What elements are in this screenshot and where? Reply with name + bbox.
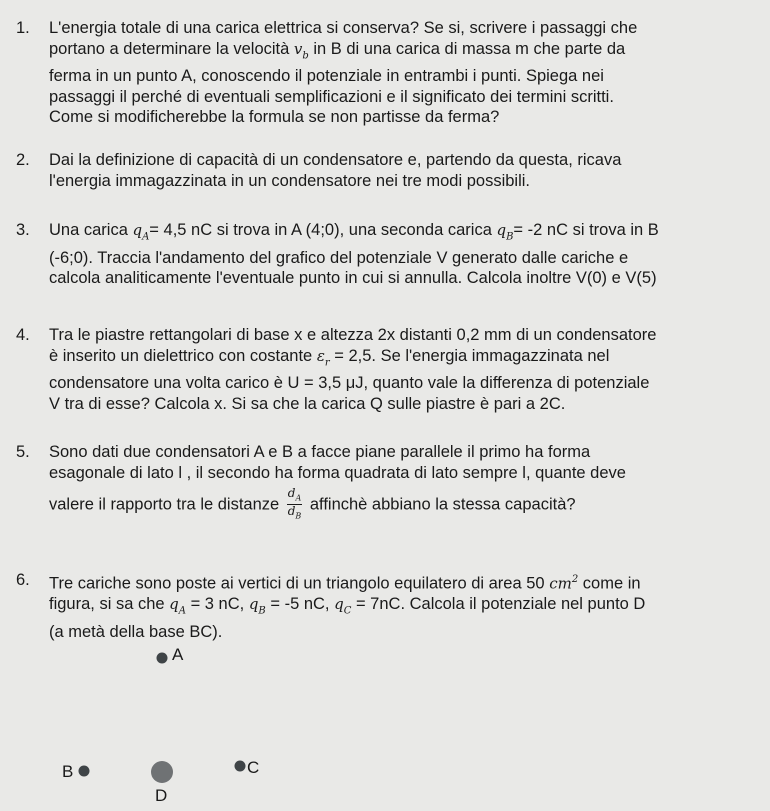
question-line: Una carica $q_A= 4,5$ nC si trova in A (4;0), una seconda carica $q_B= -2$ nC si trova in B: [49, 221, 659, 243]
question-line: l'energia immagazzinata in un condensatore nei tre modi possibili.: [49, 171, 530, 190]
question-number: 2.: [16, 151, 30, 169]
question-line: L'energia totale di una carica elettrica si conserva? Se si, scrivere i passaggi che: [49, 19, 638, 37]
question-line: (a metà della base BC).: [49, 622, 223, 641]
question-6: [16, 570, 756, 642]
question-number: 6.: [16, 571, 30, 589]
question-line: condensatore una volta carico è U = 3,5 μJ, quanto vale la differenza di potenziale: [49, 374, 650, 393]
question-line: portano a determinare la velocità $v_b$ in B di una carica di massa m che parte da: [49, 39, 626, 61]
question-number: 5.: [16, 443, 30, 461]
question-line: Come si modificherebbe la formula se non partisse da ferma?: [49, 108, 500, 127]
question-5: [16, 442, 756, 523]
label-a: A: [172, 645, 184, 664]
question-1: [16, 18, 756, 128]
question-line: passaggi il perché di eventuali semplificazioni e il significato dei termini scritti.: [49, 87, 614, 106]
label-c: C: [247, 758, 260, 777]
label-b: B: [62, 762, 74, 781]
question-number: 4.: [16, 326, 30, 344]
question-line: Tre cariche sono poste ai vertici di un triangolo equilatero di area 50 $cm^2$ come in: [49, 574, 641, 593]
charge-c-dot: [235, 761, 246, 772]
label-d: D: [155, 786, 168, 805]
question-line: calcola analiticamente l'eventuale punto in cui si annulla. Calcola inoltre V(0) e V(5): [49, 269, 657, 288]
question-line: è inserito un dielettrico con costante $\varepsilon_r = 2,5$. Se l'energia immagazzinata nel: [49, 346, 610, 368]
question-number: 1.: [16, 19, 30, 37]
question-number: 3.: [16, 221, 30, 239]
question-3: [16, 220, 756, 289]
question-4: [16, 325, 756, 414]
question-line: esagonale di lato l , il secondo ha forma quadrata di lato sempre l, quante deve: [49, 463, 626, 482]
question-2: [16, 150, 756, 191]
charge-b-dot: [79, 766, 90, 777]
question-line: ferma in un punto A, conoscendo il potenziale in entrambi i punti. Spiega nei: [49, 67, 604, 86]
point-d-dot: [151, 761, 173, 783]
charge-a-dot: [157, 653, 168, 664]
question-line: Sono dati due condensatori A e B a facce piane parallele il primo ha forma: [49, 443, 591, 461]
question-line: figura, si sa che $q_A = 3$ nC, $q_B = -5$ nC, $q_C = 7nC$. Calcola il potenziale nel punto D: [49, 595, 646, 617]
question-line: (-6;0). Traccia l'andamento del grafico del potenziale V generato dalle cariche e: [49, 248, 629, 267]
distance-ratio-fraction: $\frac{d_A}{d_B}$: [287, 486, 302, 521]
question-line: valere il rapporto tra le distanze $\frac{d_A}{d_B}$ affinchè abbiano la stessa capacità?: [49, 486, 576, 521]
question-line: Tra le piastre rettangolari di base x e altezza 2x distanti 0,2 mm di un condensatore: [49, 326, 657, 344]
question-line: Dai la definizione di capacità di un condensatore e, partendo da questa, ricava: [49, 151, 622, 169]
question-line: V tra di esse? Calcola x. Si sa che la carica Q sulle piastre è pari a 2C.: [49, 394, 566, 413]
